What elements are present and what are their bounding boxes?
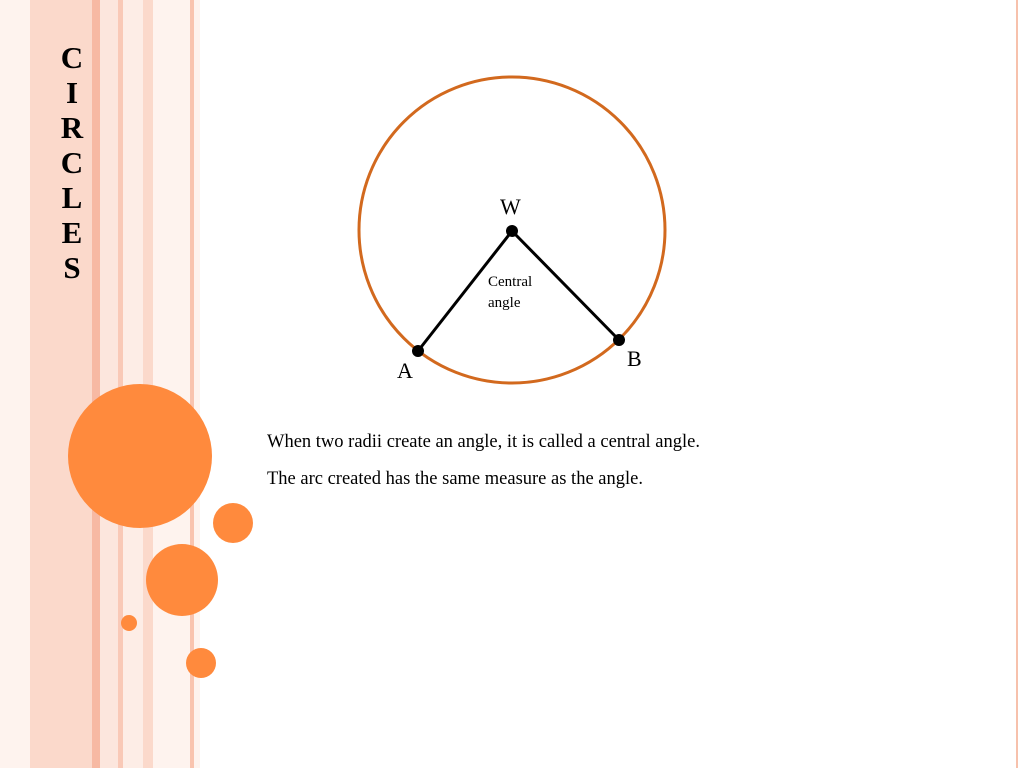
title-letter: E	[61, 215, 83, 250]
point-b-label: B	[627, 346, 642, 371]
title-letter: L	[61, 180, 83, 215]
point-a	[412, 345, 424, 357]
body-line-2: The arc created has the same measure as the angle.	[267, 469, 643, 489]
center-label: W	[500, 194, 521, 219]
center-point-w	[506, 225, 518, 237]
title-letter: S	[63, 250, 81, 285]
point-a-label: A	[397, 358, 413, 383]
title-letter: R	[60, 110, 84, 145]
angle-label-line1: Central	[488, 274, 533, 290]
point-b	[613, 334, 625, 346]
title-letter: C	[60, 145, 84, 180]
title-letter: I	[65, 75, 79, 110]
body-line-1: When two radii create an angle, it is called a central angle.	[267, 432, 700, 452]
title-letter: C	[60, 40, 84, 75]
slide-body	[267, 424, 967, 498]
angle-label-line2: angle	[488, 295, 521, 311]
radius-wa	[418, 231, 512, 351]
